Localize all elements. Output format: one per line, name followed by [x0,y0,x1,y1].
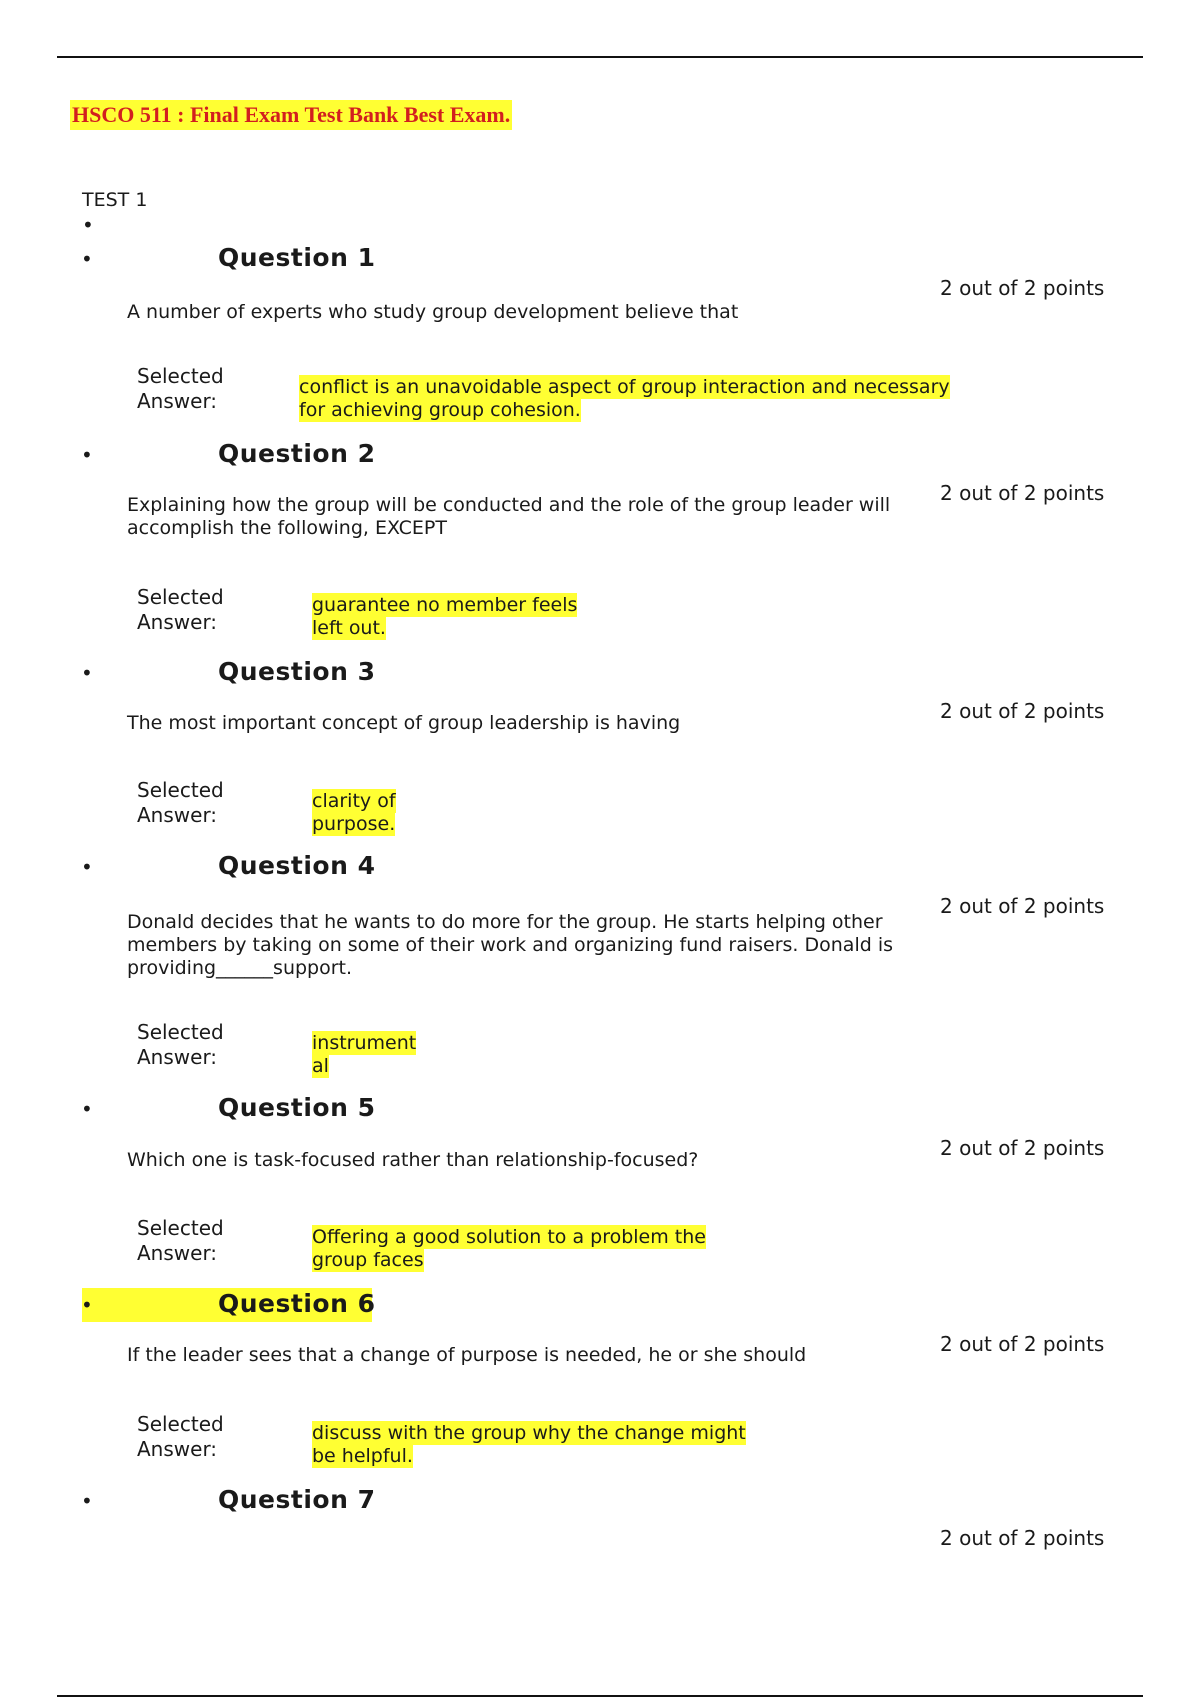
question-points: 2 out of 2 points [940,276,1105,300]
document-title: HSCO 511 : Final Exam Test Bank Best Exam. [70,100,512,130]
question-text: Which one is task-focused rather than relationship-focused? [127,1149,699,1171]
selected-answer [312,1032,416,1078]
selected-answer [312,594,577,640]
bullet: • [81,1489,93,1513]
answer-line: purpose. [312,813,396,835]
answer-line: group faces [312,1249,424,1271]
question-points: 2 out of 2 points [940,1332,1105,1356]
question-points: 2 out of 2 points [940,1136,1105,1160]
selected-answer [312,1226,706,1272]
bottom-rule [57,1695,1143,1697]
question-text: If the leader sees that a change of purpose is needed, he or she should [127,1344,807,1366]
top-rule [57,56,1143,58]
bullet: • [81,1097,93,1121]
selected-answer [312,1422,746,1468]
selected-answer-label: Selected Answer: [137,1216,224,1265]
question-title: Question 5 [218,1093,376,1122]
selected-answer [312,790,396,836]
question-header [81,1288,376,1322]
question-text: Explaining how the group will be conducted and the role of the group leader will accomplish the following, EXCEPT [127,494,891,539]
answer-line: al [312,1055,329,1077]
question-title: Question 1 [218,243,376,272]
answer-line: clarity of [312,790,396,812]
answer-line: instrument [312,1032,417,1054]
answer-line: Offering a good solution to a problem the [312,1226,706,1248]
question-title: Question 3 [218,657,376,686]
question-text: The most important concept of group leadership is having [127,712,681,734]
selected-answer-label: Selected Answer: [137,1412,224,1461]
question-text: A number of experts who study group development believe that [127,301,739,323]
question-title: Question 7 [218,1485,376,1514]
question-points: 2 out of 2 points [940,1526,1105,1550]
question-points: 2 out of 2 points [940,699,1105,723]
answer-line: left out. [312,617,386,639]
bullet: • [81,1293,93,1317]
bullet: • [81,855,93,879]
answer-line: for achieving group cohesion. [299,399,581,421]
question-points: 2 out of 2 points [940,481,1105,505]
test-label: TEST 1 [82,189,148,211]
selected-answer-label: Selected Answer: [137,778,224,827]
selected-answer [299,376,950,422]
bullet: • [82,213,94,237]
answer-line: guarantee no member feels [312,594,578,616]
question-title: Question 6 [218,1289,376,1318]
bullet: • [81,443,93,467]
answer-line: be helpful. [312,1445,413,1467]
selected-answer-label: Selected Answer: [137,1020,224,1069]
question-title: Question 4 [218,851,376,880]
answer-line: conflict is an unavoidable aspect of group interaction and necessary [299,376,950,398]
question-points: 2 out of 2 points [940,894,1105,918]
selected-answer-label: Selected Answer: [137,585,224,634]
answer-line: discuss with the group why the change might [312,1422,746,1444]
question-title: Question 2 [218,439,376,468]
selected-answer-label: Selected Answer: [137,364,224,413]
bullet: • [81,247,93,271]
bullet: • [81,661,93,685]
question-text: Donald decides that he wants to do more for the group. He starts helping other members by taking on some of their work and organizing fund raisers. Donald is providing______support. [127,911,894,979]
